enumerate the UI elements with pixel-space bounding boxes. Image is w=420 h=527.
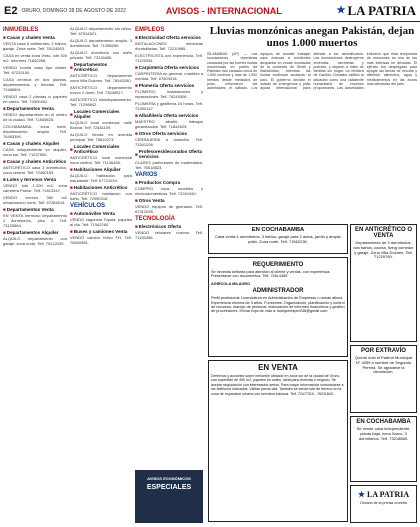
bullet-icon: ■	[3, 230, 6, 235]
subsection-heading: ■ Casas y chalets Anticrético	[3, 159, 67, 164]
requirement-text: Se necesita señorita para atención al cliente y ventas, con experiencia. Presentarse con documentos. Telf. 72614489.	[211, 270, 331, 279]
bullet-icon: ■	[3, 106, 6, 111]
classifieds-column-1	[3, 26, 67, 523]
newspaper-logo-footer: ★ LA PATRIA Decano de la prensa orureña	[350, 485, 417, 523]
job-ad-box	[208, 257, 348, 357]
classified-ad: CARPINTERÍA en general, muebles a medida. Telf. 67503318.	[135, 71, 203, 81]
sale-text: Derechos y acciones sobre inmueble ubicado en zona sur de la ciudad de Oruro, con superficie de 450 m2, papeles en orden, ideal para vivienda o negocio. Se acepta negociación con interesados serios. Para mayor información comunicarse a los teléfonos indicados. Visitas previa cita. También se vende lote de terreno en la zona de expansión urbana con servicios básicos. Telf. 72477910 - 76211843.	[211, 374, 344, 396]
ad-box-text: Casa venta 4 dormitorios, 3 baños, garaje para 2 autos, jardín y amplio patio. Zona norte. Telf. 71562230.	[215, 234, 341, 244]
bullet-icon: ■	[135, 151, 138, 157]
page-date: ORURO, DOMINGO 28 DE AGOSTO DE 2022	[21, 7, 126, 14]
classified-ad: ALQUILO tienda en avenida principal. Telf. 76612073.	[70, 132, 132, 142]
page-number: E2	[4, 4, 18, 17]
bullet-icon: ■	[135, 198, 138, 203]
classified-ad: VENDO lote 1.200 m2, zona carretera Potosí. Telf. 71813347.	[3, 183, 67, 193]
classified-ad: VENDO departamento en el centro de la ciudad. Telf. 71845526.	[3, 112, 67, 122]
news-headline: Lluvias monzónicas anegan Pakistán, dejan unos 1.000 muertos	[209, 25, 415, 49]
subsection-heading: ■ Habitaciones Alquiler	[70, 167, 121, 172]
ad-box-text: Departamento de 3 dormitorios, dos baños, cocina, living comedor y garaje. Zona Villa Dolores. Telf. 71229760.	[353, 240, 414, 260]
company-name: AGRÍCOLA MILAGRO	[211, 281, 251, 286]
bullet-icon: ■	[70, 167, 73, 172]
subsection-heading: ■ Locales Comerciales Alquiler	[70, 109, 120, 119]
classified-ad: ALQUILO habitación para estudiante. Telf. 67721034.	[70, 173, 132, 183]
classified-ad: VENDO bonita casa tipo chalet. Telf. 67233150.	[3, 65, 67, 75]
subsection-heading: ■ Electricidad Oferta servicios	[135, 35, 201, 40]
bullet-icon: ■	[70, 185, 73, 190]
section-heading: INMUEBLES	[3, 27, 39, 33]
bullet-icon: ■	[70, 146, 73, 152]
subsection-heading: ■ Plomería Oferta servicios	[135, 83, 195, 88]
classified-ad: CASA independiente en alquiler, zona sur. Telf. 71237650.	[3, 147, 67, 157]
bullet-icon: ■	[3, 159, 6, 164]
bullet-icon: ■	[3, 177, 6, 182]
subsection-heading: ■ Albañilería Oferta servicios	[135, 113, 199, 118]
sale-ad-box	[208, 360, 348, 522]
bullet-icon: ■	[135, 113, 138, 118]
subsection-heading: ■ Departamentos Alquiler	[3, 230, 59, 235]
ad-box-title: EN COCHABAMBA	[356, 419, 411, 425]
section-title: AVISOS - INTERNACIONAL	[165, 5, 282, 16]
subsection-heading: ■ Departamentos Anticrético	[70, 62, 108, 72]
subsection-heading: ■ Departamentos Venta	[3, 106, 54, 111]
classified-ad: VENDO camión Volvo FH. Telf. 76630981.	[70, 235, 132, 245]
bullet-icon: ■	[135, 224, 138, 229]
classified-ad: PLOMERO, instalaciones y reparaciones. Telf. 76245506.	[135, 89, 203, 99]
classified-ad: ALQUILO dormitorio con baño privado. Telf. 72230486.	[70, 50, 132, 60]
classified-ad: ANTICRÉTICO casa 3 dormitorios, zona central. Telf. 72460183.	[3, 165, 67, 175]
classified-ad: ELECTRICISTA con experiencia. Telf. 71126334.	[135, 53, 203, 63]
bullet-icon: ■	[135, 35, 138, 40]
bullet-icon: ■	[70, 229, 73, 234]
bullet-icon: ■	[70, 111, 73, 117]
ad-box-anticretico	[350, 224, 417, 342]
subsection-heading: ■ Profesores/decorados Oferta servicios	[135, 149, 203, 159]
section-heading: TECNOLOGÍA	[135, 216, 175, 222]
bullet-icon: ■	[135, 83, 138, 88]
classifieds-column-3	[135, 26, 203, 523]
bullet-icon: ■	[3, 207, 6, 212]
classified-ad: PLOMERÍA y gasfitería 24 horas. Telf. 72390147.	[135, 101, 203, 111]
bullet-icon: ■	[135, 65, 138, 70]
ad-box-text: Se vende casa independiente, planta baja, zona Sarco, 3 dormitorios. Telf. 73218865.	[356, 426, 411, 441]
classified-ad: VENDO equipos de gimnasio. Telf. 67312095.	[135, 204, 203, 214]
classified-ad: ANTICRÉTICO habitación con baño. Telf. 72950318.	[70, 191, 132, 201]
star-icon: ★	[336, 5, 346, 16]
classified-ad: VENDO vagoneta Toyota, papeles al día. Telf. 71542260.	[70, 217, 132, 227]
especiales-banner: AVISOS ECONÓMICOS ESPECIALES	[135, 470, 203, 523]
classifieds-column-2	[70, 26, 132, 523]
subsection-heading: ■ Casas y chalets Venta	[3, 35, 55, 40]
classified-ad: COMPRO ropa, muebles y electrodomésticos. Telf. 72261940.	[135, 186, 203, 196]
classified-ad: INSTALACIONES eléctricas domiciliarias. Telf. 72210985.	[135, 41, 203, 51]
subsection-heading: ■ Automóviles Venta	[70, 211, 115, 216]
subsection-heading: ■ Casas y chalets Alquiler	[3, 141, 60, 146]
classified-ad: MAESTRO albañil, trabajos garantizados. Telf. 71844529.	[135, 119, 203, 129]
page-header	[0, 0, 420, 22]
classified-ad: VENDO terreno 360 m2 urbanización norte. Telf. 67284615.	[3, 195, 67, 205]
subsection-heading: ■ Productos Compra	[135, 180, 181, 185]
classified-ad: VENDO celulares nuevos. Telf. 71190288.	[135, 230, 203, 240]
classified-ad: ALQUILO departamento con garaje, zona norte. Telf. 76112039.	[3, 236, 67, 246]
ad-box-text: Quedó nulo el Padrón Municipal N° 4059 a nombre de Segundo Pereira. Se agradece la devolución.	[355, 355, 412, 375]
ad-box-title: EN COCHABAMBA	[251, 227, 305, 233]
classified-ad: VENDO casa 2 plantas c/ papeles en orden. Telf. 73300462.	[3, 94, 67, 104]
classified-ad: ALQUILO departamento sin niños. Telf. 67534521.	[70, 26, 132, 36]
classified-ad: ANTICRÉTICO departamento nuevo 2 dorm. Telf. 73045517.	[70, 85, 132, 95]
bullet-icon: ■	[70, 64, 73, 70]
newspaper-logo: ★ LA PATRIA	[336, 2, 416, 18]
bullet-icon: ■	[3, 141, 6, 146]
subsection-heading: ■ Buses y camiones Venta	[70, 229, 128, 234]
requirement-title: REQUERIMIENTO	[252, 262, 304, 268]
subsection-heading: ■ Electrónicos Oferta	[135, 224, 182, 229]
classified-ad: ANTICRÉTICO departamento zona Villa Dolores. Telf. 76543280.	[70, 73, 132, 83]
classified-ad: CASA en venta zona Vinto, lote 300 m2. Informes 71840256.	[3, 53, 67, 63]
job-description: Perfil profesional: Licenciatura en Administración de Empresas o ramas afines. Experiencia mínima de 3 años. Funciones: Organización, planificación y control de recursos, manejo de personal, elaboración de informes financieros y gestión de proveedores. Enviar hoja de vida a: toddychesper246@gmail.com	[211, 296, 345, 314]
ad-box-title: POR EXTRAVÍO	[361, 348, 406, 354]
classified-ad: COCHABAMBA, zona norte, departamento amplio. Telf. 76483390.	[3, 124, 67, 139]
classified-ad: EN VENTA hermoso departamento 2 dormitorios, piso 4. Telf. 73125864.	[3, 213, 67, 228]
subsection-heading: ■ Otros Oferta servicios	[135, 131, 188, 136]
sale-title: EN VENTA	[258, 363, 298, 372]
bullet-icon: ■	[135, 180, 138, 185]
classified-ad: ANTICRÉTICO local comercial zona central. Telf. 71136455.	[70, 155, 132, 165]
subsection-heading: ■ Otros Venta	[135, 198, 165, 203]
bullet-icon: ■	[3, 35, 6, 40]
subsection-heading: ■ Lotes y terrenos Venta	[3, 177, 57, 182]
bullet-icon: ■	[70, 211, 73, 216]
bullet-icon: ■	[135, 131, 138, 136]
classified-ad: ANTICRÉTICO minidepartamento. Telf. 71298842.	[70, 97, 132, 107]
section-heading: VARIOS	[135, 172, 158, 178]
subsection-heading: ■ Departamentos Venta	[3, 207, 54, 212]
ad-box-cochabamba	[208, 224, 348, 254]
classified-ad: CASA céntrica en dos plantas, departamentos y tiendas. Telf. 72488801.	[3, 77, 67, 92]
ad-box-extravio	[350, 345, 417, 413]
section-heading: VEHÍCULOS	[70, 203, 106, 209]
star-icon: ★	[357, 490, 365, 499]
classified-ad: ALQUILO local comercial, calle Bolívar. Telf. 72481109.	[70, 120, 132, 130]
section-heading: EMPLEOS	[135, 27, 165, 33]
classified-ad: CERRAJERÍA a domicilio. Telf. 73341206.	[135, 137, 203, 147]
news-article-body: ISLAMABAD (AP) — Las inundaciones repentinas causadas por las fuertes lluvias monzónicas en partes de Pakistán han causado cerca de 1.000 muertos y más de 1.500 heridos desde mediados de junio, informaron las autoridades el sábado. Los equipos de rescate trabajan para evacuar a residentes atrapados en zonas inundadas de la provincia de Sindh y Baluchistán, mientras las lluvias continúan azotando al país. El gobierno declaró el estado de emergencia y pidió ayuda internacional para atender a los damnificados. Las inundaciones destruyeron viviendas, carreteras y puentes, y dejaron a miles de familias sin hogar. La ministra de Cambio Climático calificó la situación como una catástrofe humanitaria de enormes proporciones. Las autoridades indicaron que esta temporada de monzones es una de las más intensas en décadas. El ejército fue desplegado para apoyar las tareas de rescate y distribuir alimentos, agua y medicamentos en las zonas más afectadas del país.	[207, 52, 417, 91]
job-title: ADMINISTRADOR	[252, 288, 304, 295]
subsection-heading: ■ Habitaciones Anticrético	[70, 185, 128, 190]
classified-ad: ALQUILO departamento amplio, 3 dormitorios. Telf. 71256690.	[70, 38, 132, 48]
subsection-heading: ■ Locales Comerciales Anticrético	[70, 144, 120, 154]
classified-ad: CLASES particulares de matemática. Telf. 76518823.	[135, 160, 203, 170]
ad-box-title: EN ANTICRÉTICO O VENTA	[354, 227, 413, 239]
subsection-heading: ■ Carpintería Oferta servicios	[135, 65, 200, 70]
ad-box-cochabamba-2	[350, 416, 417, 482]
classified-ad: VENTA casa 6 ambientes, 2 baños, garaje. Zona norte. Telf. 76124503.	[3, 41, 67, 51]
